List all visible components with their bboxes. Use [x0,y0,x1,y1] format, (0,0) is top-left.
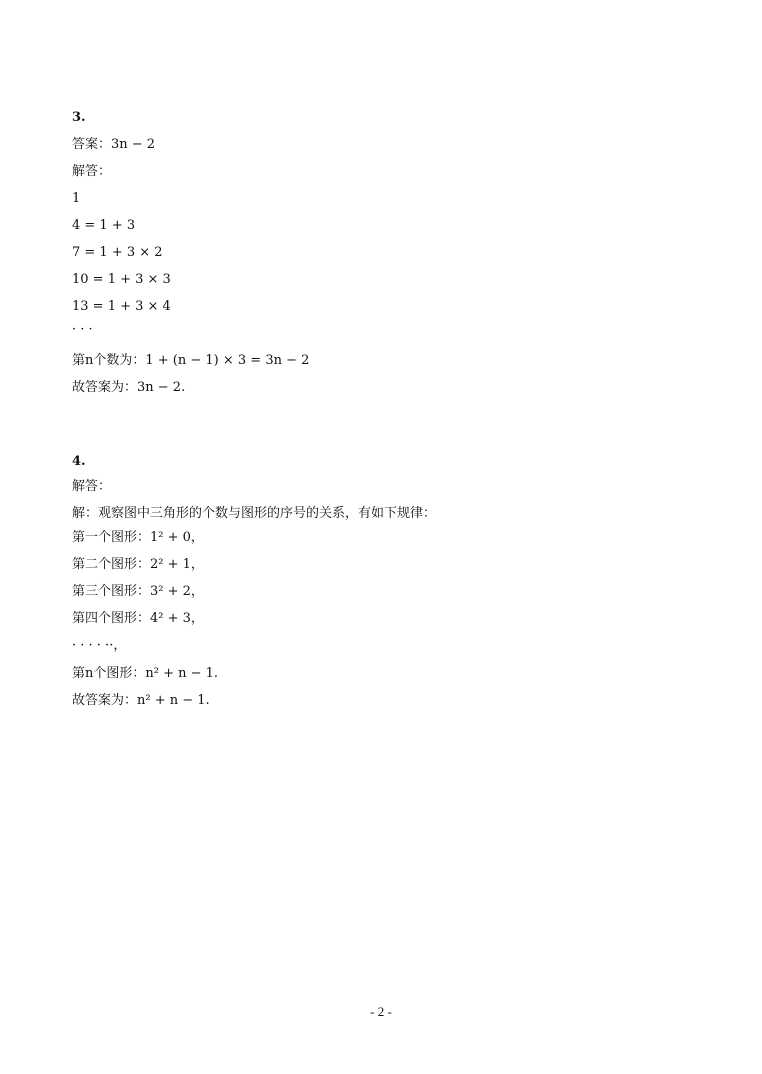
problem-4-conclusion: 故答案为：n² + n − 1. [72,693,210,708]
problem-3-general-term: 第n个数为：1 + (n − 1) × 3 = 3n − 2 [72,353,310,368]
problem-3-conclusion: 故答案为：3n − 2. [72,380,186,395]
problem-4-step: 第四个图形：4² + 3， [72,611,204,626]
problem-3-step: 10 = 1 + 3 × 3 [72,272,171,287]
problem-3-step: 1 [72,191,81,206]
problem-4-step: 第二个图形：2² + 1， [72,557,204,572]
problem-3-solution-label: 解答： [72,164,112,179]
problem-3-step: 7 = 1 + 3 × 2 [72,245,163,260]
problem-4-step: 第一个图形：1² + 0， [72,530,204,545]
problem-4-solution-label: 解答： [72,479,112,494]
problem-3-number: 3. [72,110,86,125]
problem-3-step: 13 = 1 + 3 × 4 [72,299,171,314]
problem-3-step: 4 = 1 + 3 [72,218,136,233]
problem-4-step: 解：观察图中三角形的个数与图形的序号的关系，有如下规律： [72,506,437,521]
problem-4-ellipsis: · · · · ··， [72,638,127,653]
problem-4-step: 第三个图形：3² + 2， [72,584,204,599]
problem-3-answer: 答案：3n − 2 [72,137,156,152]
problem-4-general-term: 第n个图形：n² + n − 1. [72,666,219,681]
problem-4-number: 4. [72,454,86,469]
problem-3-ellipsis: · · · [72,322,93,337]
page-number: - 2 - [370,1004,392,1019]
